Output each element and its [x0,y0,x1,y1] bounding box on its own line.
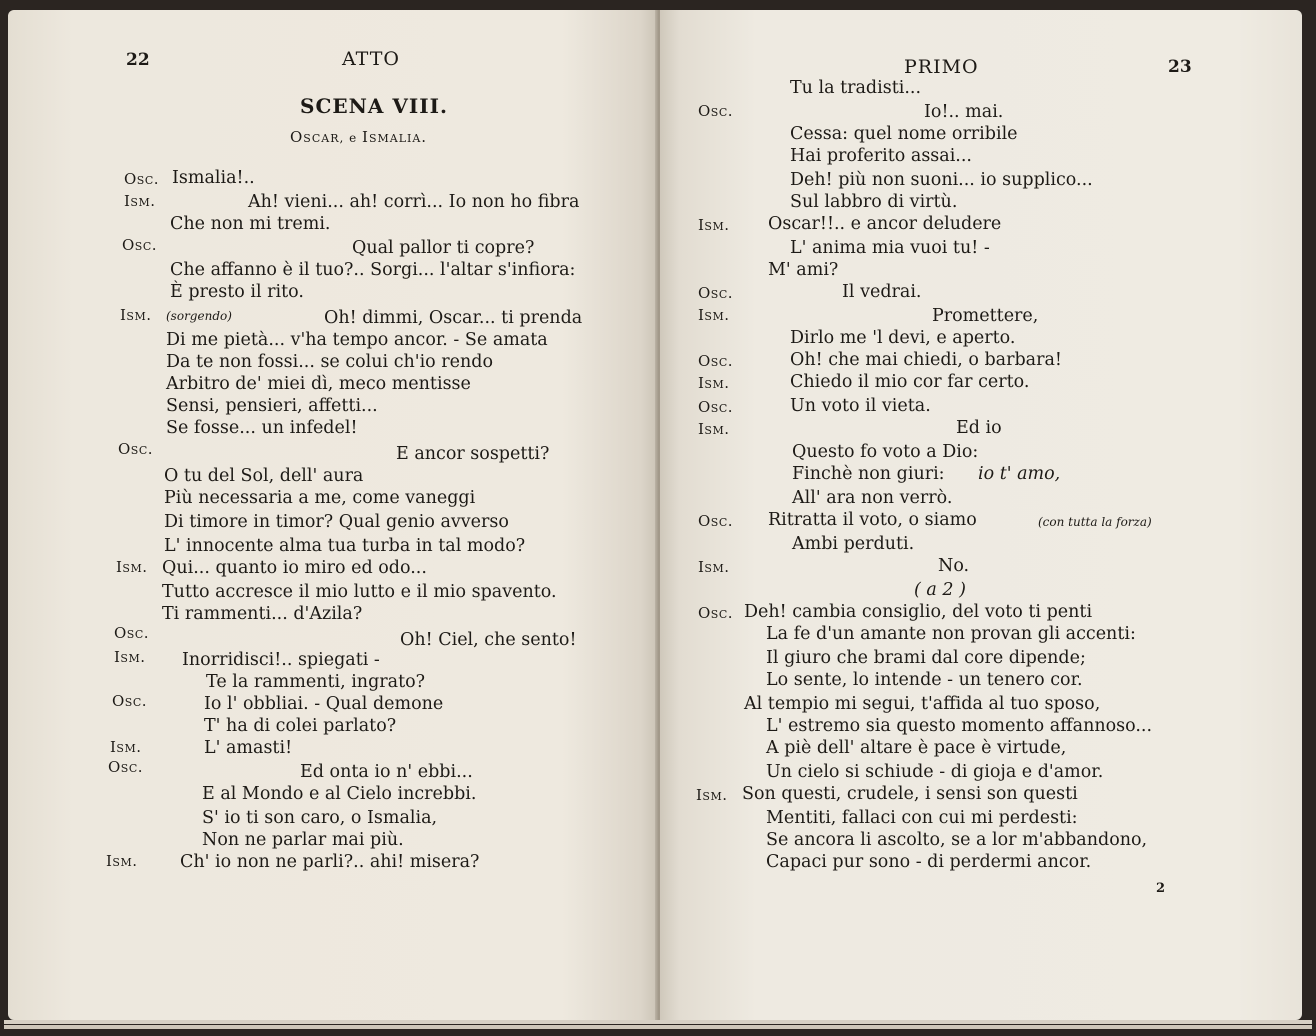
running-head: PRIMO [904,56,979,78]
verse-line: S' io ti son caro, o Ismalia, [202,808,438,828]
verse-line: Ch' io non ne parli?.. ahi! misera? [180,852,480,872]
verse-line: O tu del Sol, dell' aura [164,466,364,486]
page-edge [4,1025,1312,1029]
verse-line: Se ancora li ascolto, se a lor m'abbandono, [766,830,1148,850]
verse-line: Ambi perduti. [792,534,915,554]
verse-line: Arbitro de' miei dì, meco mentisse [166,374,471,394]
verse-line: Hai proferito assai... [790,146,972,166]
verse-line: L' estremo sia questo momento affannoso... [766,716,1153,736]
verse-line: Di me pietà... v'ha tempo ancor. - Se amata [166,330,548,350]
verse-line: Inorridisci!.. spiegati - [182,650,380,670]
speaker: Ism. [120,306,152,324]
verse-line: Qual pallor ti copre? [352,238,535,258]
scene-characters [290,130,427,145]
verse-line: Se fosse... un infedel! [166,418,358,438]
speaker: Osc. [698,352,734,370]
verse-line: E ancor sospetti? [396,444,550,464]
right-page [660,10,1302,1020]
page-edge [4,1020,1312,1024]
verse-line: Ismalia!.. [172,168,255,188]
verse-line: M' ami? [768,260,839,280]
speaker: Osc. [112,692,148,710]
verse-line: E al Mondo e al Cielo increbbi. [202,784,477,804]
verse-line: Al tempio mi segui, t'affida al tuo sposo, [744,694,1101,714]
verse-line: Oscar!!.. e ancor deludere [768,214,1002,234]
verse-line: Te la rammenti, ingrato? [206,672,426,692]
speaker: Osc. [124,170,160,188]
verse-line: Ah! vieni... ah! corrì... Io non ho fibra [248,192,580,212]
left-page [8,10,660,1020]
verse-line: Ed io [956,418,1002,438]
signature-mark: 2 [1156,881,1166,896]
speaker: Ism. [110,738,142,756]
verse-italic: io t' amo, [978,464,1061,484]
verse-line: Sensi, pensieri, affetti... [166,396,378,416]
verse-line: È presto il rito. [170,282,304,302]
stage-direction: (con tutta la forza) [1038,515,1152,529]
verse-line: Oh! Ciel, che sento! [400,630,577,650]
verse-line: Più necessaria a me, come vaneggi [164,488,476,508]
verse-line: Non ne parlar mai più. [202,830,404,850]
speaker: Ism. [698,558,730,576]
verse-line: Questo fo voto a Dio: [792,442,979,462]
verse-line: Capaci pur sono - di perdermi ancor. [766,852,1092,872]
verse-line: Mentiti, fallaci con cui mi perdesti: [766,808,1078,828]
verse-line: Il vedrai. [842,282,922,302]
verse-line: Ritratta il voto, o siamo [768,510,977,530]
speaker: Ism. [124,192,156,210]
speaker: Ism. [116,558,148,576]
speaker: Ism. [698,374,730,392]
speaker: Ism. [696,786,728,804]
verse-line: Ed onta io n' ebbi... [300,762,473,782]
verse-line: No. [938,556,970,576]
verse-line: Dirlo me 'l devi, e aperto. [790,328,1016,348]
verse-line: Ti rammenti... d'Azila? [162,604,363,624]
speaker: Osc. [108,758,144,776]
verse-line: A piè dell' altare è pace è virtude, [766,738,1067,758]
verse-line: La fe d'un amante non provan gli accenti: [766,624,1136,644]
verse-line: Tutto accresce il mio lutto e il mio spavento. [162,582,557,602]
verse-line: Io!.. mai. [924,102,1004,122]
verse-line: Deh! più non suoni... io supplico... [790,170,1093,190]
verse-line: L' anima mia vuoi tu! - [790,238,990,258]
speaker: Ism. [698,420,730,438]
verse-line: Cessa: quel nome orribile [790,124,1018,144]
verse-line: All' ara non verrò. [792,488,953,508]
speaker: Osc. [118,440,154,458]
ensemble-marker: ( a 2 ) [914,580,966,600]
speaker: Ism. [698,216,730,234]
speaker: Ism. [114,648,146,666]
verse-line: Lo sente, lo intende - un tenero cor. [766,670,1083,690]
verse-line: Di timore in timor? Qual genio avverso [164,512,509,532]
verse-line: Che affanno è il tuo?.. Sorgi... l'altar s'infiora: [170,260,576,280]
stage-direction: (sorgendo) [166,309,232,323]
page-number: 23 [1168,57,1192,77]
scene-title: SCENA VIII. [300,94,448,118]
verse-line: Deh! cambia consiglio, del voto ti penti [744,602,1093,622]
character-name: Ismalia. [362,128,428,146]
character-name: Oscar [290,128,340,146]
speaker: Osc. [122,236,158,254]
verse-line: Sul labbro di virtù. [790,192,958,212]
verse-line: L' amasti! [204,738,293,758]
verse-line: Oh! che mai chiedi, o barbara! [790,350,1062,370]
verse-line: Da te non fossi... se colui ch'io rendo [166,352,494,372]
speaker: Osc. [698,102,734,120]
verse-line: Chiedo il mio cor far certo. [790,372,1030,392]
verse-line: Un cielo si schiude - di gioja e d'amor. [766,762,1104,782]
verse-line: Qui... quanto io miro ed odo... [162,558,427,578]
verse-line: Promettere, [932,306,1039,326]
verse-line: Son questi, crudele, i sensi son questi [742,784,1078,804]
speaker: Osc. [698,284,734,302]
running-head: ATTO [342,48,400,70]
verse-line: L' innocente alma tua turba in tal modo? [164,536,526,556]
character-separator: , e [339,131,363,145]
speaker: Osc. [698,512,734,530]
speaker: Ism. [106,852,138,870]
verse-line: Un voto il vieta. [790,396,931,416]
verse-line: Oh! dimmi, Oscar... ti prenda [324,308,583,328]
verse-line: Il giuro che brami dal core dipende; [766,648,1086,668]
verse-line: T' ha di colei parlato? [204,716,397,736]
verse-line: Io l' obbliai. - Qual demone [204,694,444,714]
speaker: Osc. [698,398,734,416]
verse-line: Finchè non giuri: [792,464,945,484]
page-number: 22 [126,50,150,70]
speaker: Osc. [114,624,150,642]
verse-line: Che non mi tremi. [170,214,331,234]
speaker: Ism. [698,306,730,324]
verse-line: Tu la tradisti... [790,78,922,98]
speaker: Osc. [698,604,734,622]
